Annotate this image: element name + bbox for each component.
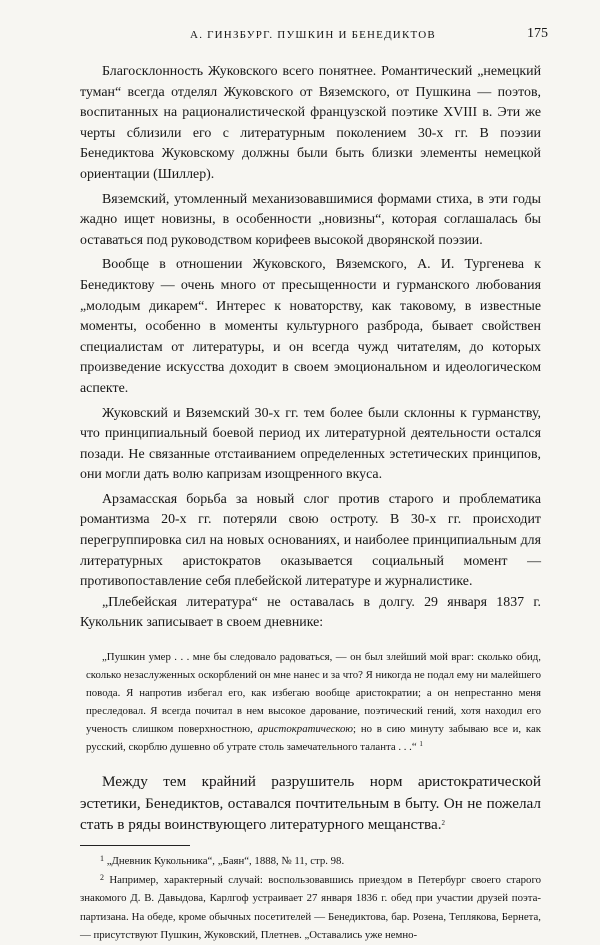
quote-text-part1: „Пушкин умер . . . мне бы следовало радоваться, — он был злейший мой враг: сколько обид, сколько незаслуженных оскорблений он мне нанес и за что? Я никогда не подал ему ни малейшего повода. Я напротив избегал его, как избегаю вообще аристократии; а он непрестанно меня преследовал. Я всегда почитал в нем высокое дарование, поэтический гений, хотя находил его ученость слишком поверхностною, [86, 651, 541, 735]
page-number: 175 [527, 26, 548, 41]
footnote-2-text: Например, характерный случай: воспользовавшись приездом в Петербург своего старого знакомого Д. В. Давыдова, Карлгоф устраивает 27 января 1836 г. обед при участии друзей поэта-партизана. На обеде, кроме обычных посетителей — Бенедиктова, бар. Розена, Теплякова, Бернета, — присутствуют Пушкин, Жуковский, Плетнев. „Оставались уже немно- [80, 873, 542, 942]
paragraph-plebeian: „Плебейская литература“ не оставалась в долгу. 29 января 1837 г. Кукольник записывает в своем дневнике: [80, 594, 541, 631]
closing-text: Между тем крайний разрушитель норм аристократической эстетики, Бенедиктов, оставался почтительным в быту. Он не пожелал стать в ряды воинствующего литературного мещанства. [80, 773, 541, 834]
footnote-1 [80, 852, 541, 871]
paragraph-novelty: Вообще в отношении Жуковского, Вяземского, А. И. Тургенева к Бенедиктову — очень много от пресыщенности и гурманского любования „молодым дикарем“. Интерес к новаторству, как таковому, в известные моменты, особенно в моменты культурного разброда, бывает свойствен специалистам от литературы, и он всегда чужд читателям, до которых произведение искусства доходит в своем эмоциональном и идеологическом аспекте. [80, 257, 541, 396]
closing-paragraph [80, 771, 541, 836]
quote-italic-word: аристократическою [257, 722, 354, 735]
footnote-1-mark: 1 [100, 853, 104, 863]
footnote-2-mark: 2 [100, 872, 104, 882]
footnote-ref-2: 2 [441, 819, 446, 828]
quote-text-part2: ; но в сию минуту забываю все и, как русский, скорблю душевно об утрате столь замечательного таланта . . .“ [86, 722, 541, 753]
paragraph-vyazemsky: Вяземский, утомленный механизовавшимися формами стиха, в эти годы жадно ищет новизны, в особенности „новизны“, которая соглашалась бы оставаться под руководством корифеев высокой дворянской поэзии. [80, 191, 541, 248]
body-text [80, 62, 541, 945]
page-header [78, 26, 548, 46]
footnote-divider [80, 845, 190, 846]
running-title: А. ГИНЗБУРГ. ПУШКИН И БЕНЕДИКТОВ [190, 29, 436, 41]
diary-quote [80, 649, 541, 756]
footnote-1-text: „Дневник Кукольника“, „Баян“, 1888, № 11, стр. 98. [106, 854, 345, 867]
paragraph-arzamas: Арзамасская борьба за новый слог против старого и проблематика романтизма 20-х гг. потеряли свою остроту. В 30-х гг. происходит перегруппировка сил на новых основаниях, и наиболее принципиальным для литературных аристократов оказывается социальный момент — противопоставление себя плебейской литературе и журналистике. [80, 491, 541, 590]
footnote-2 [80, 871, 541, 945]
paragraph-gourmandism: Жуковский и Вяземский 30-х гг. тем более были склонны к гурманству, что принципиальный боевой период их литературной деятельности остался позади. Не связанные отстаиванием определенных эстетических принципов, они могли дать волю капризам изощренного вкуса. [80, 405, 541, 483]
paragraph-zhukovsky: Благосклонность Жуковского всего понятнее. Романтический „немецкий туман“ всегда отделял Жуковского от Вяземского, от Пушкина — поэтов, воспитанных на рационалистической французской поэтике XVIII в. Эти же черты сблизили его с литературным поколением 30-х гг. В поэзии Бенедиктова Жуковскому должны были быть близки элементы немецкой ориентации (Шиллер). [80, 64, 541, 182]
footnote-ref-1: 1 [419, 739, 423, 748]
